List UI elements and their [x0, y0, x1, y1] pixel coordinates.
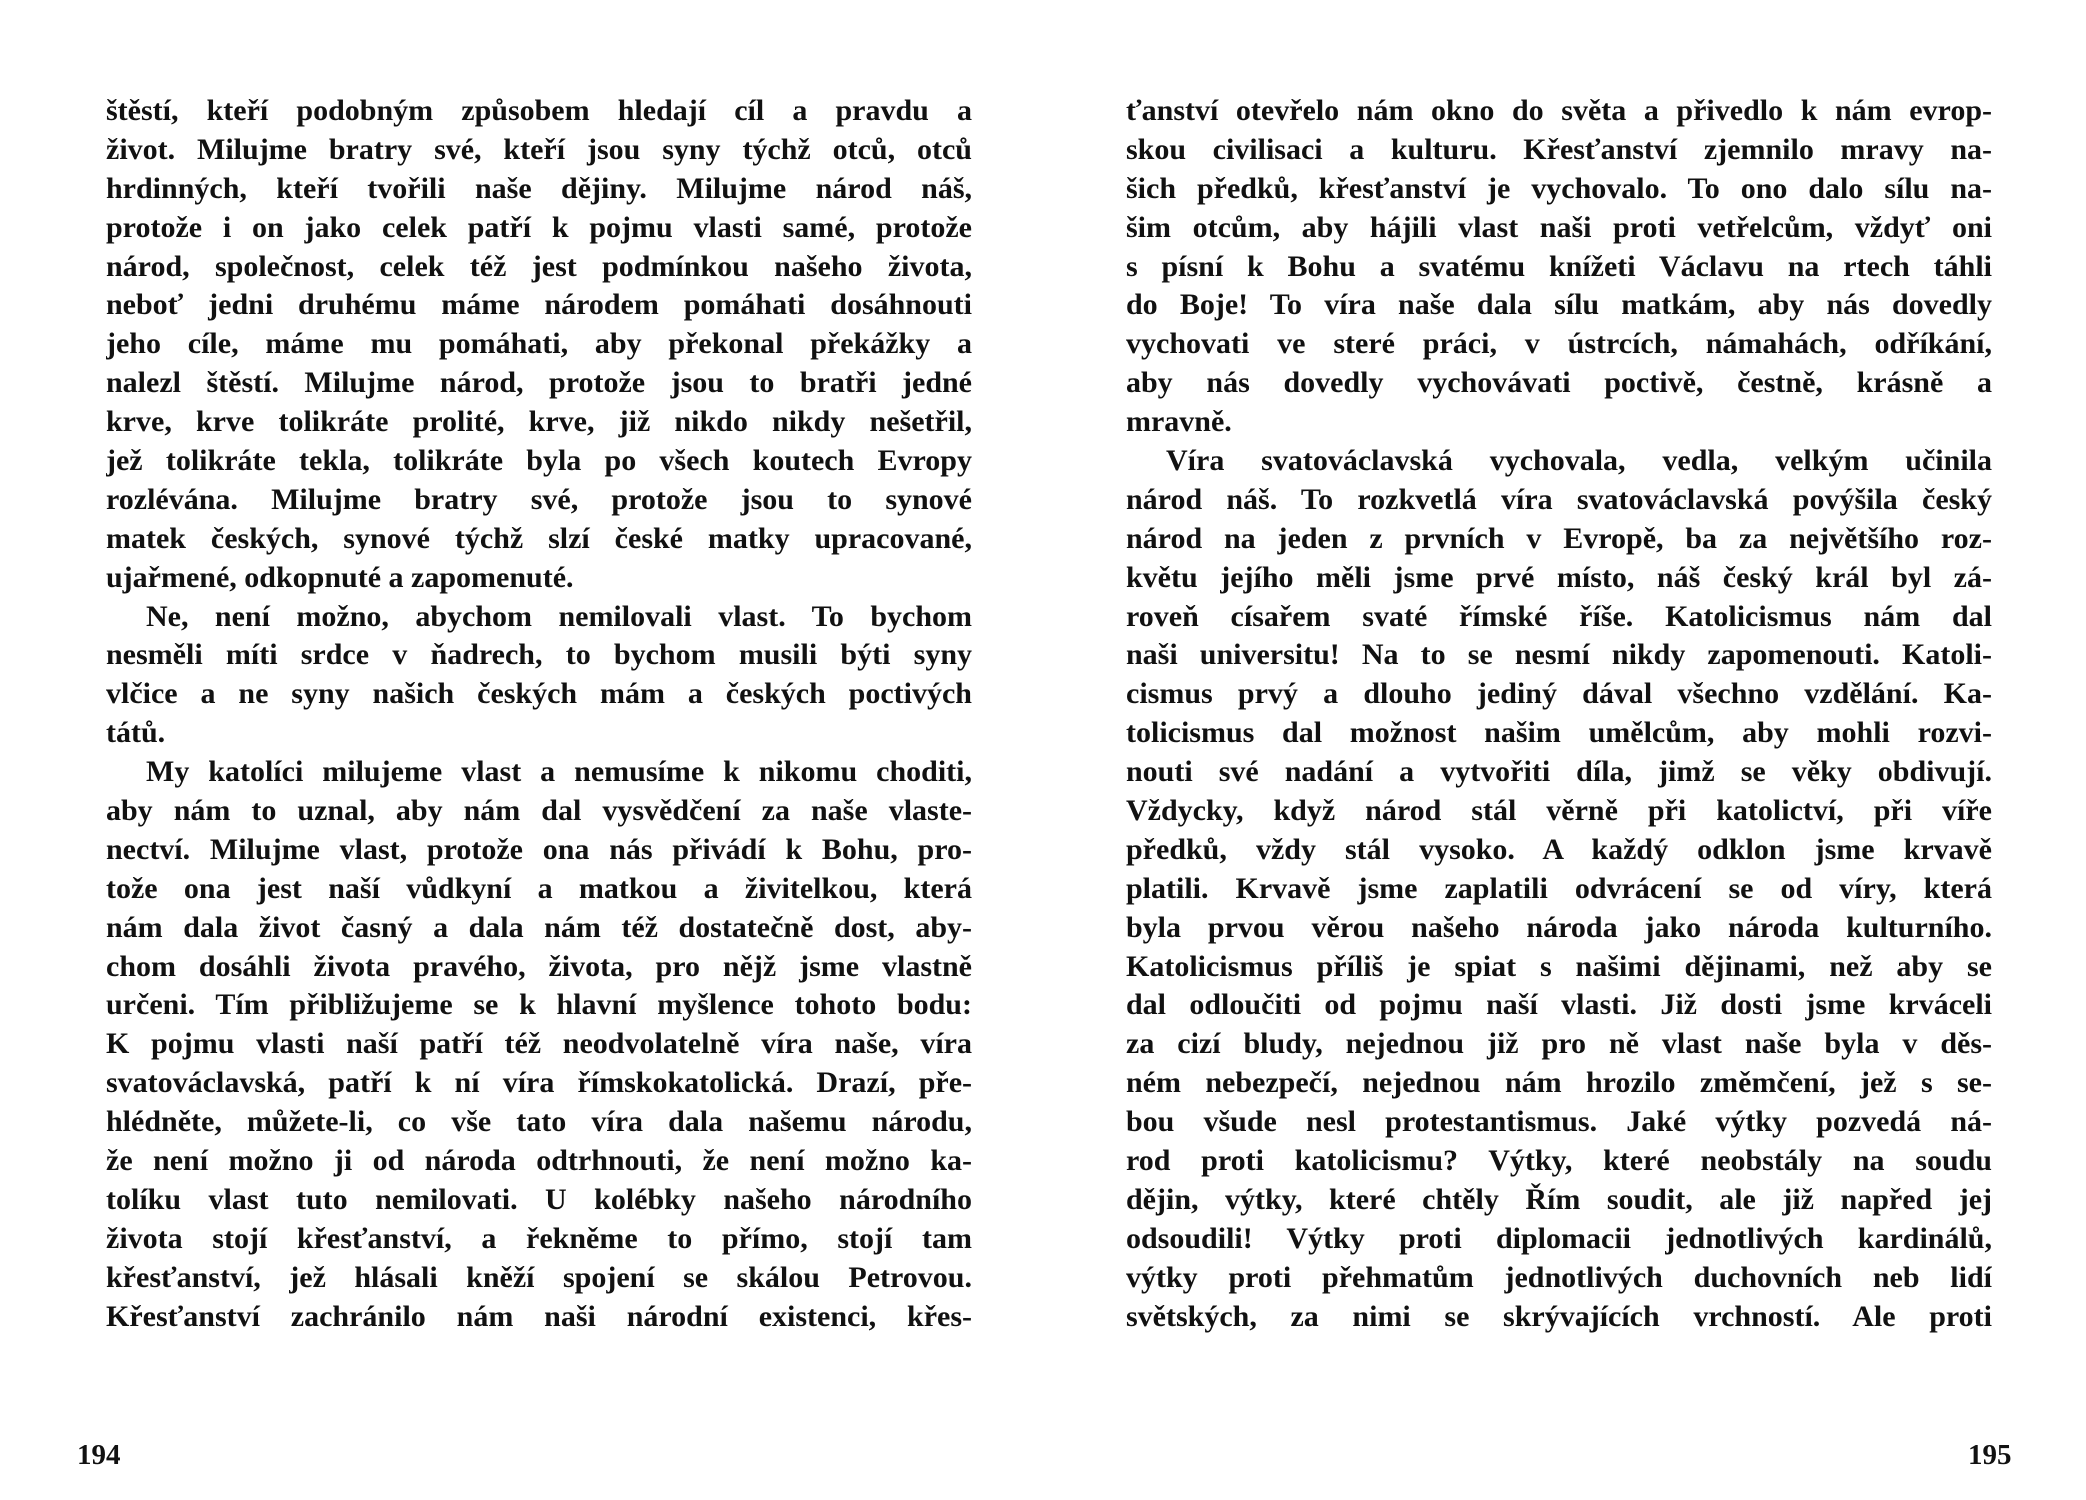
text-line: aby nám to uznal, aby nám dal vysvědčení za naše vlaste-	[106, 794, 972, 828]
text-line: jež tolikráte tekla, tolikráte byla po všech koutech Evropy	[106, 444, 972, 478]
text-line: šich předků, křesťanství je vychovalo. To ono dalo sílu na-	[1126, 171, 1992, 205]
text-line: ujařmené, odkopnuté a zapomenuté.	[106, 560, 574, 594]
text-line: chom dosáhli života pravého, života, pro nějž jsme vlastně	[106, 949, 972, 983]
text-line: určeni. Tím přibližujeme se k hlavní myšlence tohoto bodu:	[106, 988, 972, 1022]
text-line: štěstí, kteří podobným způsobem hledají cíl a pravdu a	[106, 94, 972, 127]
text-line: život. Milujme bratry své, kteří jsou syny týchž otců, otců	[106, 132, 972, 166]
text-line: matek českých, synové týchž slzí české matky upracované,	[106, 521, 972, 555]
text-line: rozlévána. Milujme bratry své, protože jsou to synové	[106, 482, 972, 516]
text-line: roveň císařem svaté římské říše. Katolicismus nám dal	[1126, 599, 1992, 633]
text-line: nám dala život časný a dala nám též dostatečně dost, aby-	[106, 910, 972, 944]
text-line: ťanství otevřelo nám okno do světa a přivedlo k nám evrop-	[1126, 94, 1992, 127]
text-line: vychovati ve steré práci, v ústrcích, námahách, odříkání,	[1126, 327, 1992, 361]
text-line: neboť jedni druhému máme národem pomáhati dosáhnouti	[106, 288, 972, 322]
text-line: cismus prvý a dlouho jediný dával všechno vzdělání. Ka-	[1126, 677, 1992, 711]
text-line: šim otcům, aby hájili vlast naši proti vetřelcům, vždyť oni	[1126, 210, 1992, 244]
text-line: výtky proti přehmatům jednotlivých duchovních neb lidí	[1126, 1260, 1992, 1294]
right-page-number: 195	[1968, 1439, 2012, 1471]
text-line: světských, za nimi se skrývajících vrchností. Ale proti	[1126, 1299, 1992, 1333]
text-line: naši universitu! Na to se nesmí nikdy zapomenouti. Katoli-	[1126, 638, 1992, 672]
text-line: byla prvou věrou našeho národa jako národa kulturního.	[1126, 910, 1992, 944]
text-line: rod proti katolicismu? Výtky, které neobstály na soudu	[1126, 1144, 1992, 1178]
text-line: národ, společnost, celek též jest podmínkou našeho života,	[106, 249, 972, 283]
text-line: nectví. Milujme vlast, protože ona nás přivádí k Bohu, pro-	[106, 832, 972, 866]
text-line: Katolicismus příliš je spiat s našimi dějinami, než aby se	[1126, 949, 1992, 983]
text-line: národ náš. To rozkvetlá víra svatováclavská povýšila český	[1126, 482, 1992, 516]
text-line: jeho cíle, máme mu pomáhati, aby překonal překážky a	[106, 327, 972, 361]
text-line: nouti své nadání a vytvořiti díla, jimž se věky obdivují.	[1126, 755, 1992, 789]
text-line: Vždycky, když národ stál věrně při katolictví, při víře	[1126, 794, 1992, 828]
text-line: mravně.	[1126, 405, 1232, 439]
left-page-text	[106, 92, 972, 1337]
text-line: Víra svatováclavská vychovala, vedla, velkým učinila	[1166, 444, 1992, 478]
text-line: Ne, není možno, abychom nemilovali vlast. To bychom	[146, 599, 972, 633]
text-line: hlédněte, můžete-li, co vše tato víra dala našemu národu,	[106, 1105, 972, 1139]
text-line: nesměli míti srdce v ňadrech, to bychom musili býti syny	[106, 638, 972, 672]
text-line: do Boje! To víra naše dala sílu matkám, aby nás dovedly	[1126, 288, 1992, 322]
text-line: aby nás dovedly vychovávati poctivě, čestně, krásně a	[1126, 366, 1992, 400]
text-line: života stojí křesťanství, a řekněme to přímo, stojí tam	[106, 1221, 972, 1255]
text-line: K pojmu vlasti naší patří též neodvolatelně víra naše, víra	[106, 1027, 972, 1061]
text-line: My katolíci milujeme vlast a nemusíme k nikomu choditi,	[146, 755, 972, 789]
right-page-text	[1126, 92, 1992, 1337]
text-line: tože ona jest naší vůdkyní a matkou a živitelkou, která	[106, 871, 972, 905]
text-line: ném nebezpečí, nejednou nám hrozilo změmčení, jež s se-	[1126, 1066, 1992, 1100]
text-line: tátů.	[106, 716, 166, 750]
text-line: hrdinných, kteří tvořili naše dějiny. Milujme národ náš,	[106, 171, 972, 205]
text-line: dal odloučiti od pojmu naší vlasti. Již dosti jsme krváceli	[1126, 988, 1992, 1022]
text-line: svatováclavská, patří k ní víra římskokatolická. Drazí, pře-	[106, 1066, 972, 1100]
text-line: že není možno ji od národa odtrhnouti, že není možno ka-	[106, 1144, 972, 1178]
text-line: odsoudili! Výtky proti diplomacii jednotlivých kardinálů,	[1126, 1221, 1992, 1255]
text-line: květu jejího měli jsme prvé místo, náš český král byl zá-	[1126, 560, 1992, 594]
text-line: s písní k Bohu a svatému knížeti Václavu na rtech táhli	[1126, 249, 1992, 283]
text-line: předků, vždy stál vysoko. A každý odklon jsme krvavě	[1126, 832, 1992, 866]
text-line: tolicismus dal možnost našim umělcům, aby mohli rozvi-	[1126, 716, 1992, 750]
text-line: tolíku vlast tuto nemilovati. U kolébky našeho národního	[106, 1182, 972, 1216]
text-line: dějin, výtky, které chtěly Řím soudit, ale již napřed jej	[1126, 1182, 1992, 1216]
text-line: Křesťanství zachránilo nám naši národní existenci, křes-	[106, 1299, 972, 1333]
text-line: vlčice a ne syny našich českých mám a českých poctivých	[106, 677, 972, 711]
text-line: křesťanství, jež hlásali kněží spojení se skálou Petrovou.	[106, 1260, 972, 1294]
text-line: národ na jeden z prvních v Evropě, ba za největšího roz-	[1126, 521, 1992, 555]
text-line: protože i on jako celek patří k pojmu vlasti samé, protože	[106, 210, 972, 244]
text-line: skou civilisaci a kulturu. Křesťanství zjemnilo mravy na-	[1126, 132, 1992, 166]
text-line: bou všude nesl protestantismus. Jaké výtky pozvedá ná-	[1126, 1105, 1992, 1139]
text-line: za cizí bludy, nejednou již pro ně vlast naše byla v děs-	[1126, 1027, 1992, 1061]
text-line: krve, krve tolikráte prolité, krve, již nikdo nikdy nešetřil,	[106, 405, 972, 439]
left-page-number: 194	[77, 1439, 121, 1471]
text-line: platili. Krvavě jsme zaplatili odvrácení se od víry, která	[1126, 871, 1992, 905]
text-line: nalezl štěstí. Milujme národ, protože jsou to bratři jedné	[106, 366, 972, 400]
